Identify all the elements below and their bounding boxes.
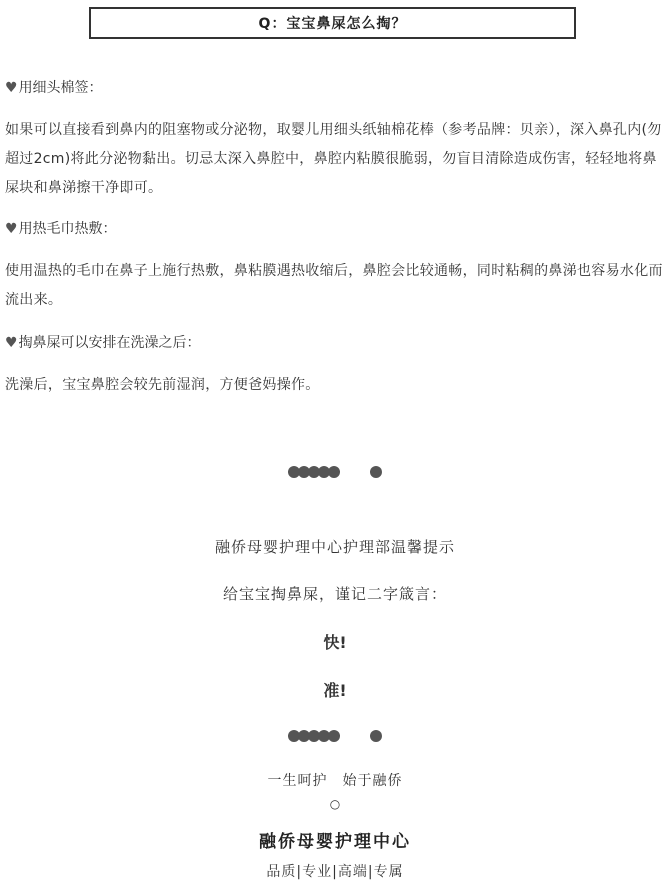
footer-brand: 融侨母婴护理中心 — [259, 832, 411, 852]
section-heading-hot-towel — [5, 219, 665, 239]
section-body-after-bath: 洗澡后，宝宝鼻腔会较先前湿润，方便爸妈操作。 — [5, 377, 320, 393]
footer-slogan: 一生呵护 始于融侨 — [267, 773, 403, 789]
dots-separator — [0, 728, 670, 744]
section-heading-text: 用热毛巾热敷： — [18, 221, 117, 237]
dot-icon — [370, 466, 382, 478]
question-title: Q：宝宝鼻屎怎么掏？ — [258, 16, 407, 32]
heart-icon: ♥ — [5, 80, 18, 96]
section-heading-after-bath — [5, 333, 665, 353]
footer-circle: ○ — [329, 797, 341, 811]
tips-word-fast: 快! — [323, 633, 347, 652]
dot-icon — [370, 730, 382, 742]
tips-word-accurate: 准! — [323, 681, 347, 700]
section-heading-cotton-swab — [5, 78, 665, 98]
tips-subtitle: 给宝宝掏鼻屎，谨记二字箴言： — [222, 585, 447, 603]
tips-title: 融侨母婴护理中心护理部温馨提示 — [214, 538, 455, 556]
dot-icon — [328, 730, 340, 742]
dots-separator — [0, 464, 670, 480]
section-body-cotton-swab: 如果可以直接看到鼻内的阻塞物或分泌物，取婴儿用细头纸轴棉花棒（参考品牌：贝亲），深入鼻孔内(勿超过2cm)将此分泌物黏出。切忌太深入鼻腔中，鼻腔内粘膜很脆弱，勿盲目清除造成伤害，轻轻地将鼻屎块和鼻涕擦干净即可。 — [5, 122, 662, 196]
footer-tagline: 品质|专业|高端|专属 — [266, 864, 404, 880]
section-body-hot-towel: 使用温热的毛巾在鼻子上施行热敷，鼻粘膜遇热收缩后，鼻腔会比较通畅，同时粘稠的鼻涕也容易水化而流出来。 — [5, 263, 663, 308]
section-heading-text: 用细头棉签： — [18, 80, 103, 96]
heart-icon: ♥ — [5, 221, 18, 237]
heart-icon: ♥ — [5, 335, 18, 351]
section-heading-text: 掏鼻屎可以安排在洗澡之后： — [18, 335, 201, 351]
dot-icon — [328, 466, 340, 478]
question-box — [89, 7, 576, 39]
